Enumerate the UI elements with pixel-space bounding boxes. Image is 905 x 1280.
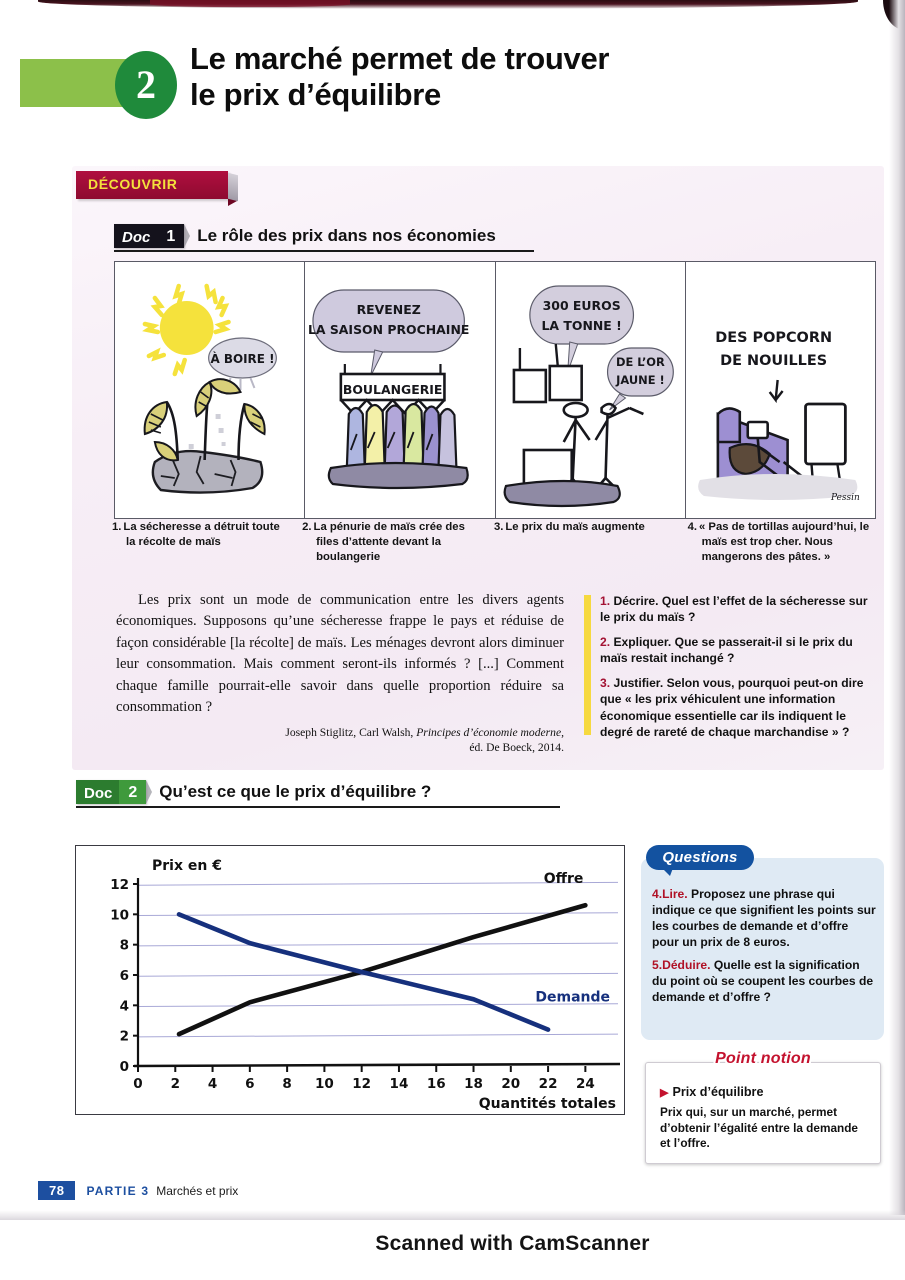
caption-1-text: La sécheresse a détruit toute la récolte de maïs	[123, 521, 280, 548]
doc1-badge-number: 1	[157, 224, 184, 248]
footer-subject: Marchés et prix	[156, 1183, 239, 1198]
doc2-badge	[76, 780, 146, 804]
doc1-question-3-text: Selon vous, pourquoi peut-on dire que « les prix véhiculent une information économique essentielle car ils indiquent le degré de rareté de chaque marchandise » ?	[600, 675, 864, 740]
excerpt-source	[116, 725, 564, 756]
doc1-question-1	[600, 593, 874, 626]
doc2-question-5-number: 5.	[652, 958, 663, 973]
scan-right-edge-shadow	[889, 0, 905, 1215]
doc2-question-5-text: Quelle est la signification du point où se coupent les courbes de demande et d’offre ?	[652, 958, 874, 1005]
doc2-title: Qu’est ce que le prix d’équilibre ?	[159, 782, 432, 801]
svg-text:Offre: Offre	[543, 871, 584, 888]
chapter-number: 2	[136, 62, 156, 107]
doc2-badge-number: 2	[119, 780, 146, 804]
doc1-question-2	[600, 634, 874, 667]
caption-3-number: 3.	[493, 521, 504, 533]
doc2-badge-word: Doc	[76, 780, 119, 804]
doc2-question-4-number: 4.	[652, 887, 663, 901]
page-title	[190, 41, 790, 113]
point-notion-box	[645, 1050, 881, 1164]
svg-text:DE L’OR: DE L’OR	[615, 354, 665, 370]
caption-3	[494, 520, 688, 580]
source-edition: éd. De Boeck, 2014.	[469, 741, 564, 755]
doc1-question-3-verb: Justifier.	[613, 675, 664, 690]
caption-4	[688, 520, 882, 580]
svg-text:300 EUROS: 300 EUROS	[542, 297, 621, 314]
doc2-header	[76, 780, 431, 804]
doc2-question-4-verb: Lire.	[662, 887, 688, 901]
footer-partie: PARTIE 3	[86, 1183, 150, 1198]
svg-text:Quantités totales: Quantités totales	[478, 1096, 616, 1112]
svg-text:16: 16	[426, 1076, 446, 1092]
svg-text:DES POPCORN: DES POPCORN	[715, 329, 832, 347]
svg-text:Prix en €: Prix en €	[152, 858, 222, 874]
triangle-bullet-icon: ▶	[660, 1087, 669, 1099]
questions-badge-label: Questions	[662, 849, 738, 866]
doc2-underline	[76, 806, 560, 808]
caption-3-text: Le prix du maïs augmente	[505, 521, 645, 533]
chapter-heading	[20, 41, 780, 140]
svg-text:0: 0	[119, 1059, 129, 1075]
doc1-questions-accent-bar	[584, 595, 591, 735]
svg-text:10: 10	[315, 1076, 334, 1092]
doc1-badge	[114, 224, 184, 248]
caption-4-number: 4.	[687, 521, 697, 533]
decouvrir-tab-fold	[228, 173, 238, 201]
doc2-question-5-verb: Déduire.	[662, 958, 711, 973]
doc1-question-1-verb: Décrire.	[613, 594, 659, 608]
svg-text:6: 6	[119, 968, 129, 984]
svg-text:18: 18	[464, 1076, 483, 1092]
doc2-question-4-text: Proposez une phrase qui indique ce que signifient les points sur les courbes de demande et d’offre pour un prix de 8 euros.	[652, 887, 876, 950]
svg-text:REVENEZ: REVENEZ	[356, 301, 421, 318]
doc1-badge-word: Doc	[114, 224, 157, 248]
svg-text:10: 10	[110, 907, 129, 924]
point-notion-title: Point notion	[715, 1050, 811, 1067]
page-number: 78	[38, 1181, 75, 1200]
point-notion-term	[660, 1085, 763, 1099]
svg-text:20: 20	[501, 1076, 521, 1092]
point-notion-term-label: Prix d’équilibre	[672, 1085, 764, 1099]
doc1-questions	[584, 593, 874, 749]
svg-text:JAUNE !: JAUNE !	[615, 372, 665, 388]
scan-bottom-edge-shadow	[0, 1210, 905, 1220]
comic-panel-price	[496, 262, 686, 518]
svg-text:À BOIRE !: À BOIRE !	[210, 351, 275, 367]
supply-demand-chart	[75, 845, 625, 1115]
comic-captions	[112, 520, 882, 580]
doc2-question-4	[652, 886, 877, 950]
svg-text:Demande: Demande	[535, 989, 610, 1006]
caption-2-text: La pénurie de maïs crée des files d’attente devant la boulangerie	[313, 521, 465, 563]
page-title-line1: Le marché permet de trouver	[190, 41, 610, 76]
svg-text:4: 4	[119, 998, 129, 1015]
questions-badge	[646, 845, 754, 870]
svg-text:BOULANGERIE: BOULANGERIE	[343, 381, 443, 398]
svg-text:14: 14	[389, 1076, 409, 1092]
svg-text:LA SAISON PROCHAINE: LA SAISON PROCHAINE	[308, 321, 470, 338]
svg-text:2: 2	[170, 1076, 180, 1092]
svg-text:24: 24	[575, 1076, 595, 1092]
svg-text:LA TONNE !: LA TONNE !	[541, 317, 622, 334]
doc1-question-2-number: 2.	[600, 634, 611, 649]
excerpt-paragraph: Les prix sont un mode de communication entre les divers agents économiques. Supposons qu’une sécheresse frappe le pays et réduise de façon considérable [la récolte] de maïs. Les ménages devront alors diminuer leur consommation. Mais comment seront-ils informés ? [...] Comment chaque famille pourrait-elle savoir dans quelle proportion réduire sa consommation ?	[116, 592, 564, 716]
doc1-title: Le rôle des prix dans nos économies	[197, 226, 496, 245]
svg-text:8: 8	[282, 1076, 292, 1092]
svg-text:0: 0	[133, 1076, 143, 1092]
doc1-question-3-number: 3.	[600, 675, 611, 690]
doc1-underline	[114, 250, 534, 252]
page-footer	[38, 1181, 238, 1200]
point-notion-definition: Prix qui, sur un marché, permet d’obtenir l’égalité entre la demande et l’offre.	[660, 1105, 858, 1151]
svg-text:DE NOUILLES: DE NOUILLES	[719, 352, 827, 370]
scan-red-edge-artifact	[150, 0, 350, 7]
caption-1-number: 1.	[112, 521, 122, 533]
page-title-line2: le prix d’équilibre	[190, 76, 441, 112]
doc1-question-1-number: 1.	[600, 594, 611, 608]
camscanner-watermark-text: Scanned with CamScanner	[375, 1232, 650, 1255]
doc1-question-1-text: Quel est l’effet de la sécheresse sur le prix du maïs ?	[600, 594, 868, 625]
doc2-question-5	[652, 957, 877, 1005]
svg-text:12: 12	[352, 1076, 372, 1092]
source-work: Principes d’économie moderne,	[416, 725, 564, 739]
svg-text:8: 8	[119, 937, 129, 954]
source-authors: Joseph Stiglitz, Carl Walsh,	[285, 725, 414, 739]
decouvrir-tab-label: DÉCOUVRIR	[88, 176, 178, 192]
comic-panel-drought	[115, 262, 305, 518]
svg-text:Pessin: Pessin	[830, 492, 860, 504]
svg-text:4: 4	[207, 1076, 218, 1092]
svg-text:6: 6	[245, 1076, 255, 1092]
chapter-number-badge	[115, 51, 177, 119]
caption-4-text: « Pas de tortillas aujourd’hui, le maïs est trop cher. Nous mangerons des pâtes. »	[698, 521, 870, 563]
doc1-question-3	[600, 675, 874, 741]
doc1-question-2-text: Que se passerait-il si le prix du maïs restait inchangé ?	[600, 634, 853, 666]
decouvrir-tab	[76, 171, 228, 199]
svg-text:12: 12	[110, 877, 129, 893]
doc1-excerpt	[116, 590, 564, 756]
caption-2-number: 2.	[302, 521, 312, 533]
comic-strip	[114, 261, 876, 519]
comic-panel-tv	[686, 262, 875, 518]
svg-text:2: 2	[119, 1028, 129, 1045]
caption-2	[302, 520, 494, 580]
caption-1	[112, 520, 302, 580]
doc1-question-2-verb: Expliquer.	[613, 634, 672, 649]
doc1-header	[114, 224, 496, 248]
svg-text:22: 22	[538, 1076, 558, 1092]
doc2-questions-box	[641, 858, 884, 1040]
camscanner-watermark	[0, 1232, 905, 1256]
comic-panel-bakery	[305, 262, 495, 518]
